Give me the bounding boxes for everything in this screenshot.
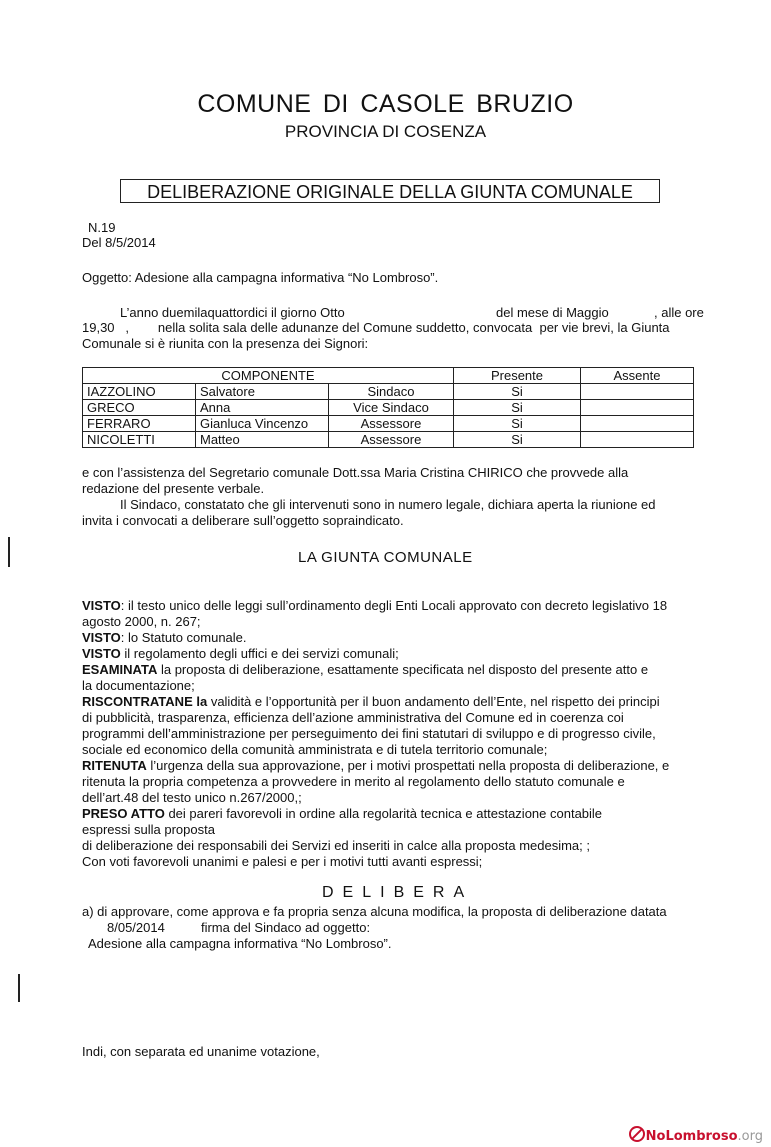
subject-line: Oggetto: Adesione alla campagna informativa “No Lombroso”. — [82, 270, 439, 285]
cell-surname: FERRARO — [83, 416, 196, 432]
assistance-line-4: invita i convocati a deliberare sull’oggetto sopraindicato. — [82, 513, 404, 528]
table-row — [83, 384, 694, 400]
delibera-heading: DELIBERA — [322, 884, 474, 901]
intro-line-2: 19,30 , nella solita sala delle adunanze del Comune suddetto, convocata per vie brevi, la Giunta — [82, 320, 670, 335]
esaminata-label: ESAMINATA — [82, 662, 158, 677]
cell-name: Salvatore — [196, 384, 329, 400]
table-header-row — [83, 368, 694, 384]
votes-line: Con voti favorevoli unanimi e palesi e per i motivi tutti avanti espressi; — [82, 854, 483, 869]
cell-assente — [581, 432, 694, 448]
intro-part-2: del mese di Maggio — [496, 305, 609, 320]
table-row — [83, 432, 694, 448]
giunta-heading: LA GIUNTA COMUNALE — [298, 549, 473, 566]
visto-label: VISTO — [82, 630, 121, 645]
preso-atto-text: dei pareri favorevoli in ordine alla regolarità tecnica e attestazione contabile — [164, 806, 603, 821]
municipality-title: COMUNE DI CASOLE BRUZIO — [197, 90, 574, 118]
deliberation-date: Del 8/5/2014 — [82, 235, 156, 250]
assistance-line-3: Il Sindaco, constatato che gli intervenuti sono in numero legale, dichiara aperta la riunione ed — [120, 497, 656, 512]
cell-role: Assessore — [329, 416, 454, 432]
cell-presente: Si — [454, 432, 581, 448]
cell-role: Sindaco — [329, 384, 454, 400]
cell-role: Vice Sindaco — [329, 400, 454, 416]
cell-name: Matteo — [196, 432, 329, 448]
no-sign-icon — [629, 1126, 645, 1142]
deliberation-title-box: DELIBERAZIONE ORIGINALE DELLA GIUNTA COMUNALE — [120, 179, 660, 203]
riscontratane-text: validità e l’opportunità per il buon andamento dell’Ente, nel rispetto dei principi — [207, 694, 660, 709]
cell-surname: GRECO — [83, 400, 196, 416]
ritenuta-line-3: dell’art.48 del testo unico n.267/2000,; — [82, 790, 302, 805]
delibera-line-2: 8/05/2014 firma del Sindaco ad oggetto: — [107, 920, 371, 935]
riscontratane-line-2: di pubblicità, trasparenza, efficienza dell’azione amministrativa del Comune ed in coerenza coi — [82, 710, 624, 725]
province-title: PROVINCIA DI COSENZA — [284, 122, 487, 141]
visto-text: : il testo unico delle leggi sull’ordinamento degli Enti Locali approvato con decreto legislativo 18 — [120, 598, 668, 613]
assistance-line-2: redazione del presente verbale. — [82, 481, 265, 496]
margin-mark — [8, 537, 10, 567]
visto-line-2: agosto 2000, n. 267; — [82, 614, 201, 629]
visto-text: il regolamento degli uffici e dei servizi comunali; — [120, 646, 399, 661]
cell-presente: Si — [454, 384, 581, 400]
riscontratane-line-3: programmi dell’amministrazione per perseguimento dei fini statutari di sviluppo e di progresso civile, — [82, 726, 656, 741]
visto-text: : lo Statuto comunale. — [120, 630, 247, 645]
cell-surname: IAZZOLINO — [83, 384, 196, 400]
cell-assente — [581, 400, 694, 416]
esaminata-text: la proposta di deliberazione, esattamente specificata nel disposto del presente atto e — [157, 662, 649, 677]
cell-name: Gianluca Vincenzo — [196, 416, 329, 432]
intro-part-3: , alle ore — [654, 305, 704, 320]
cell-presente: Si — [454, 416, 581, 432]
preso-atto-label: PRESO ATTO — [82, 806, 165, 821]
attendance-table — [82, 367, 694, 448]
delibera-line-1: a) di approvare, come approva e fa propria senza alcuna modifica, la proposta di deliberazione datata — [82, 904, 667, 919]
ritenuta-label: RITENUTA — [82, 758, 147, 773]
closing-line: Indi, con separata ed unanime votazione, — [82, 1044, 320, 1059]
cell-role: Assessore — [329, 432, 454, 448]
considerations-block — [82, 598, 708, 870]
intro-part-1: L’anno duemilaquattordici il giorno Otto — [120, 305, 345, 320]
watermark-suffix: .org — [737, 1129, 763, 1144]
cell-surname: NICOLETTI — [83, 432, 196, 448]
header-assente: Assente — [581, 368, 694, 384]
margin-mark — [18, 974, 20, 1002]
nolombroso-watermark — [629, 1126, 763, 1144]
cell-assente — [581, 384, 694, 400]
esaminata-line-2: la documentazione; — [82, 678, 195, 693]
ritenuta-text: l’urgenza della sua approvazione, per i motivi prospettati nella proposta di deliberazione, e — [146, 758, 670, 773]
riscontratane-line-4: sociale ed economico della comunità amministrata e di tutela territorio comunale; — [82, 742, 548, 757]
preso-atto-line-2: espressi sulla proposta — [82, 822, 215, 837]
cell-presente: Si — [454, 400, 581, 416]
header-presente: Presente — [454, 368, 581, 384]
deliberation-number: N.19 — [88, 220, 116, 235]
ritenuta-line-2: ritenuta la propria competenza a provvedere in merito al regolamento dello statuto comunale e — [82, 774, 625, 789]
table-row — [83, 416, 694, 432]
header-componente: COMPONENTE — [83, 368, 454, 384]
visto-label: VISTO — [82, 646, 121, 661]
delibera-block — [82, 904, 722, 952]
assistance-line-1: e con l’assistenza del Segretario comunale Dott.ssa Maria Cristina CHIRICO che provvede alla — [82, 465, 629, 480]
watermark-brand: NoLombroso — [645, 1129, 738, 1144]
intro-line-3: Comunale si è riunita con la presenza dei Signori: — [82, 336, 369, 351]
cell-assente — [581, 416, 694, 432]
delibera-line-3: Adesione alla campagna informativa “No Lombroso”. — [88, 936, 392, 951]
visto-label: VISTO — [82, 598, 121, 613]
preso-atto-line-3: di deliberazione dei responsabili dei Servizi ed inseriti in calce alla proposta medesima; ; — [82, 838, 590, 853]
table-row — [83, 400, 694, 416]
cell-name: Anna — [196, 400, 329, 416]
riscontratane-label: RISCONTRATANE la — [82, 694, 208, 709]
